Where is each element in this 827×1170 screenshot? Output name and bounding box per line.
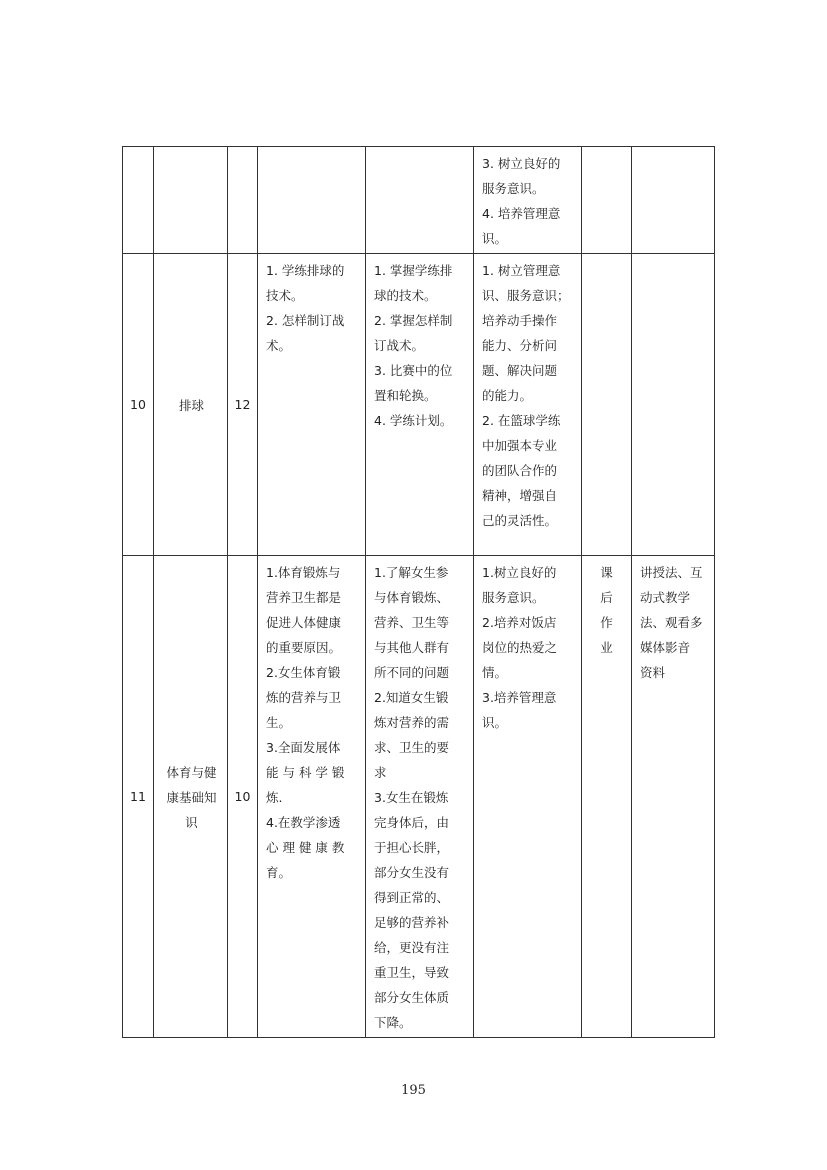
homework-cell xyxy=(582,147,632,254)
hours-cell xyxy=(228,147,258,254)
table-row xyxy=(123,254,715,556)
goals-cell xyxy=(366,556,474,1038)
page-number: 195 xyxy=(401,1083,426,1098)
row-number-cell: 11 xyxy=(123,556,154,1038)
topic-cell xyxy=(154,147,228,254)
quality-item: 4. 培养管理意 识。 xyxy=(482,206,561,246)
homework-cell xyxy=(582,254,632,556)
goal-item: 1.了解女生参 与体育锻炼、 营养、卫生等 与其他人群有 所不同的问题 xyxy=(374,565,450,680)
row-number-cell xyxy=(123,147,154,254)
content-item: 2. 怎样制订战 术。 xyxy=(266,313,345,353)
goal-item: 2. 掌握怎样制 订战术。 xyxy=(374,313,453,353)
quality-cell xyxy=(474,147,582,254)
goal-item: 3.女生在锻炼 完身体后，由 于担心长胖， 部分女生没有 得到正常的、 足够的营养补 给，更没有注 重卫生，导致 部分女生体质 下降。 xyxy=(374,790,450,1030)
quality-cell xyxy=(474,254,582,556)
table-row xyxy=(123,556,715,1038)
method-cell xyxy=(632,254,715,556)
quality-item: 2. 在篮球学练 中加强本专业 的团队合作的 精神，增强自 己的灵活性。 xyxy=(482,413,561,528)
topic-cell: 排球 xyxy=(154,254,228,556)
goals-cell xyxy=(366,254,474,556)
syllabus-table xyxy=(122,146,715,1038)
method-cell xyxy=(632,147,715,254)
content-item: 2.女生体育锻 炼的营养与卫 生。 xyxy=(266,665,342,730)
table-row xyxy=(123,147,715,254)
hours-cell: 12 xyxy=(228,254,258,556)
content-cell xyxy=(258,254,366,556)
goal-item: 1. 掌握学练排 球的技术。 xyxy=(374,263,453,303)
content-item: 3.全面发展体 能 与 科 学 锻 炼. xyxy=(266,740,345,805)
goal-item: 4. 学练计划。 xyxy=(374,413,453,428)
goal-item: 3. 比赛中的位 置和轮换。 xyxy=(374,363,453,403)
quality-item: 1. 树立管理意 识、服务意识； 培养动手操作 能力、分析问 题、解决问题 的能力。 xyxy=(482,263,570,403)
quality-item: 1.树立良好的 服务意识。 xyxy=(482,565,557,605)
topic-cell: 体育与健 康基础知 识 xyxy=(154,556,228,1038)
content-item: 1. 学练排球的 技术。 xyxy=(266,263,345,303)
content-item: 1.体育锻炼与 营养卫生都是 促进人体健康 的重要原因。 xyxy=(266,565,342,655)
row-number-cell: 10 xyxy=(123,254,154,556)
content-cell xyxy=(258,556,366,1038)
homework-cell: 课 后 作 业 xyxy=(582,556,632,1038)
goals-cell xyxy=(366,147,474,254)
content-item: 4.在教学渗透 心 理 健 康 教 育。 xyxy=(266,815,345,880)
quality-item: 2.培养对饭店 岗位的热爱之 情。 xyxy=(482,615,558,680)
method-cell: 讲授法、互 动式教学 法、观看多 媒体影音 资料 xyxy=(632,556,715,1038)
hours-cell: 10 xyxy=(228,556,258,1038)
quality-item: 3. 树立良好的 服务意识。 xyxy=(482,156,561,196)
content-cell xyxy=(258,147,366,254)
goal-item: 2.知道女生锻 炼对营养的需 求、卫生的要 求 xyxy=(374,690,450,780)
quality-item: 3.培养管理意 识。 xyxy=(482,690,557,730)
quality-cell xyxy=(474,556,582,1038)
